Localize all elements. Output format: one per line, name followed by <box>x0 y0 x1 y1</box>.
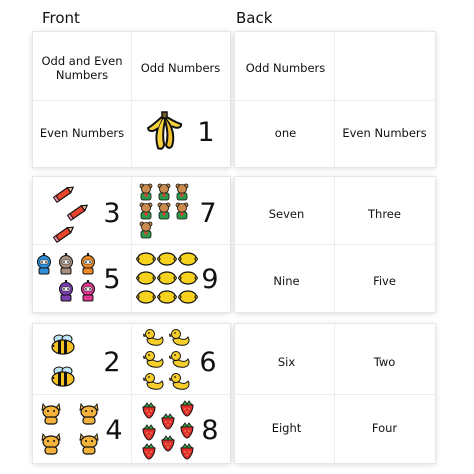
back-six-label: Six <box>277 354 296 369</box>
teddy-bear-icon <box>156 202 172 220</box>
lemon-icon <box>136 289 156 305</box>
robot-icon <box>57 280 75 302</box>
back-eight-label: Eight <box>271 421 302 436</box>
duck-icon <box>143 372 165 391</box>
cat-icon <box>39 431 63 455</box>
duck-icon <box>169 372 191 391</box>
duck-icon <box>143 328 165 347</box>
bees-count: 2 <box>103 346 121 378</box>
back-two-label: Two <box>373 354 396 369</box>
strawberry-icon <box>179 422 195 439</box>
lemon-icon <box>136 251 156 267</box>
card-front-1 <box>33 32 230 167</box>
lemon-icon <box>178 270 198 286</box>
back-nine-label: Nine <box>273 273 300 288</box>
strawberry-icon <box>141 424 157 441</box>
odd-and-even-label: Odd and Even Numbers <box>41 53 123 82</box>
back-three-label: Three <box>368 206 401 221</box>
lemon-icon <box>178 251 198 267</box>
bee-icon <box>49 366 77 388</box>
duck-icon <box>169 328 191 347</box>
pencils-count: 3 <box>103 197 121 229</box>
cats-count: 4 <box>105 414 123 446</box>
card-back-1 <box>235 32 435 167</box>
lemon-icon <box>157 270 177 286</box>
odd-numbers-label: Odd Numbers <box>140 60 221 75</box>
duck-icon <box>143 350 165 369</box>
ducks-count: 6 <box>199 346 217 378</box>
teddy-bear-icon <box>138 221 154 239</box>
front-heading: Front <box>42 9 80 27</box>
teddy-bear-group <box>136 183 192 241</box>
strawberry-icon <box>179 443 195 460</box>
strawberry-group <box>139 400 197 460</box>
teddy-bear-icon <box>138 202 154 220</box>
teddy-bear-icon <box>138 183 154 201</box>
card-front-3 <box>33 324 230 463</box>
duck-group <box>143 328 193 392</box>
back-four-label: Four <box>371 421 398 436</box>
back-seven-label: Seven <box>268 206 305 221</box>
lemon-icon <box>178 289 198 305</box>
back-five-label: Five <box>373 273 396 288</box>
bee-icon <box>49 334 77 356</box>
strawberry-icon <box>141 402 157 419</box>
lemon-icon <box>136 270 156 286</box>
card-back-2 <box>235 177 435 312</box>
robot-icon <box>79 253 97 275</box>
bears-count: 7 <box>199 197 217 229</box>
back-odd-numbers-label: Odd Numbers <box>245 60 326 75</box>
strawberry-icon <box>141 443 157 460</box>
lemon-group <box>136 251 200 307</box>
robot-icon <box>79 280 97 302</box>
robot-icon <box>57 253 75 275</box>
card-front-2 <box>33 177 230 312</box>
teddy-bear-icon <box>174 202 190 220</box>
strawberry-icon <box>160 435 176 452</box>
duck-icon <box>169 350 191 369</box>
strawberry-icon <box>160 413 176 430</box>
back-even-numbers-label: Even Numbers <box>342 126 427 141</box>
even-numbers-label: Even Numbers <box>39 126 125 141</box>
back-one-label: one <box>274 126 297 141</box>
lemon-icon <box>157 251 177 267</box>
teddy-bear-icon <box>174 183 190 201</box>
strawberries-count: 8 <box>201 414 219 446</box>
strawberry-icon <box>179 400 195 417</box>
cat-icon <box>77 401 101 425</box>
cat-icon <box>77 431 101 455</box>
pencil-icon <box>53 183 77 203</box>
cat-icon <box>39 401 63 425</box>
robot-icon <box>35 253 53 275</box>
lemon-icon <box>157 289 177 305</box>
robots-count: 5 <box>103 263 121 295</box>
pencil-icon <box>53 223 77 243</box>
lemons-count: 9 <box>201 263 219 295</box>
banana-icon <box>142 110 186 154</box>
pencil-icon <box>67 201 91 221</box>
back-heading: Back <box>236 9 273 27</box>
teddy-bear-icon <box>156 183 172 201</box>
banana-count: 1 <box>197 116 215 148</box>
card-back-3 <box>235 324 435 463</box>
